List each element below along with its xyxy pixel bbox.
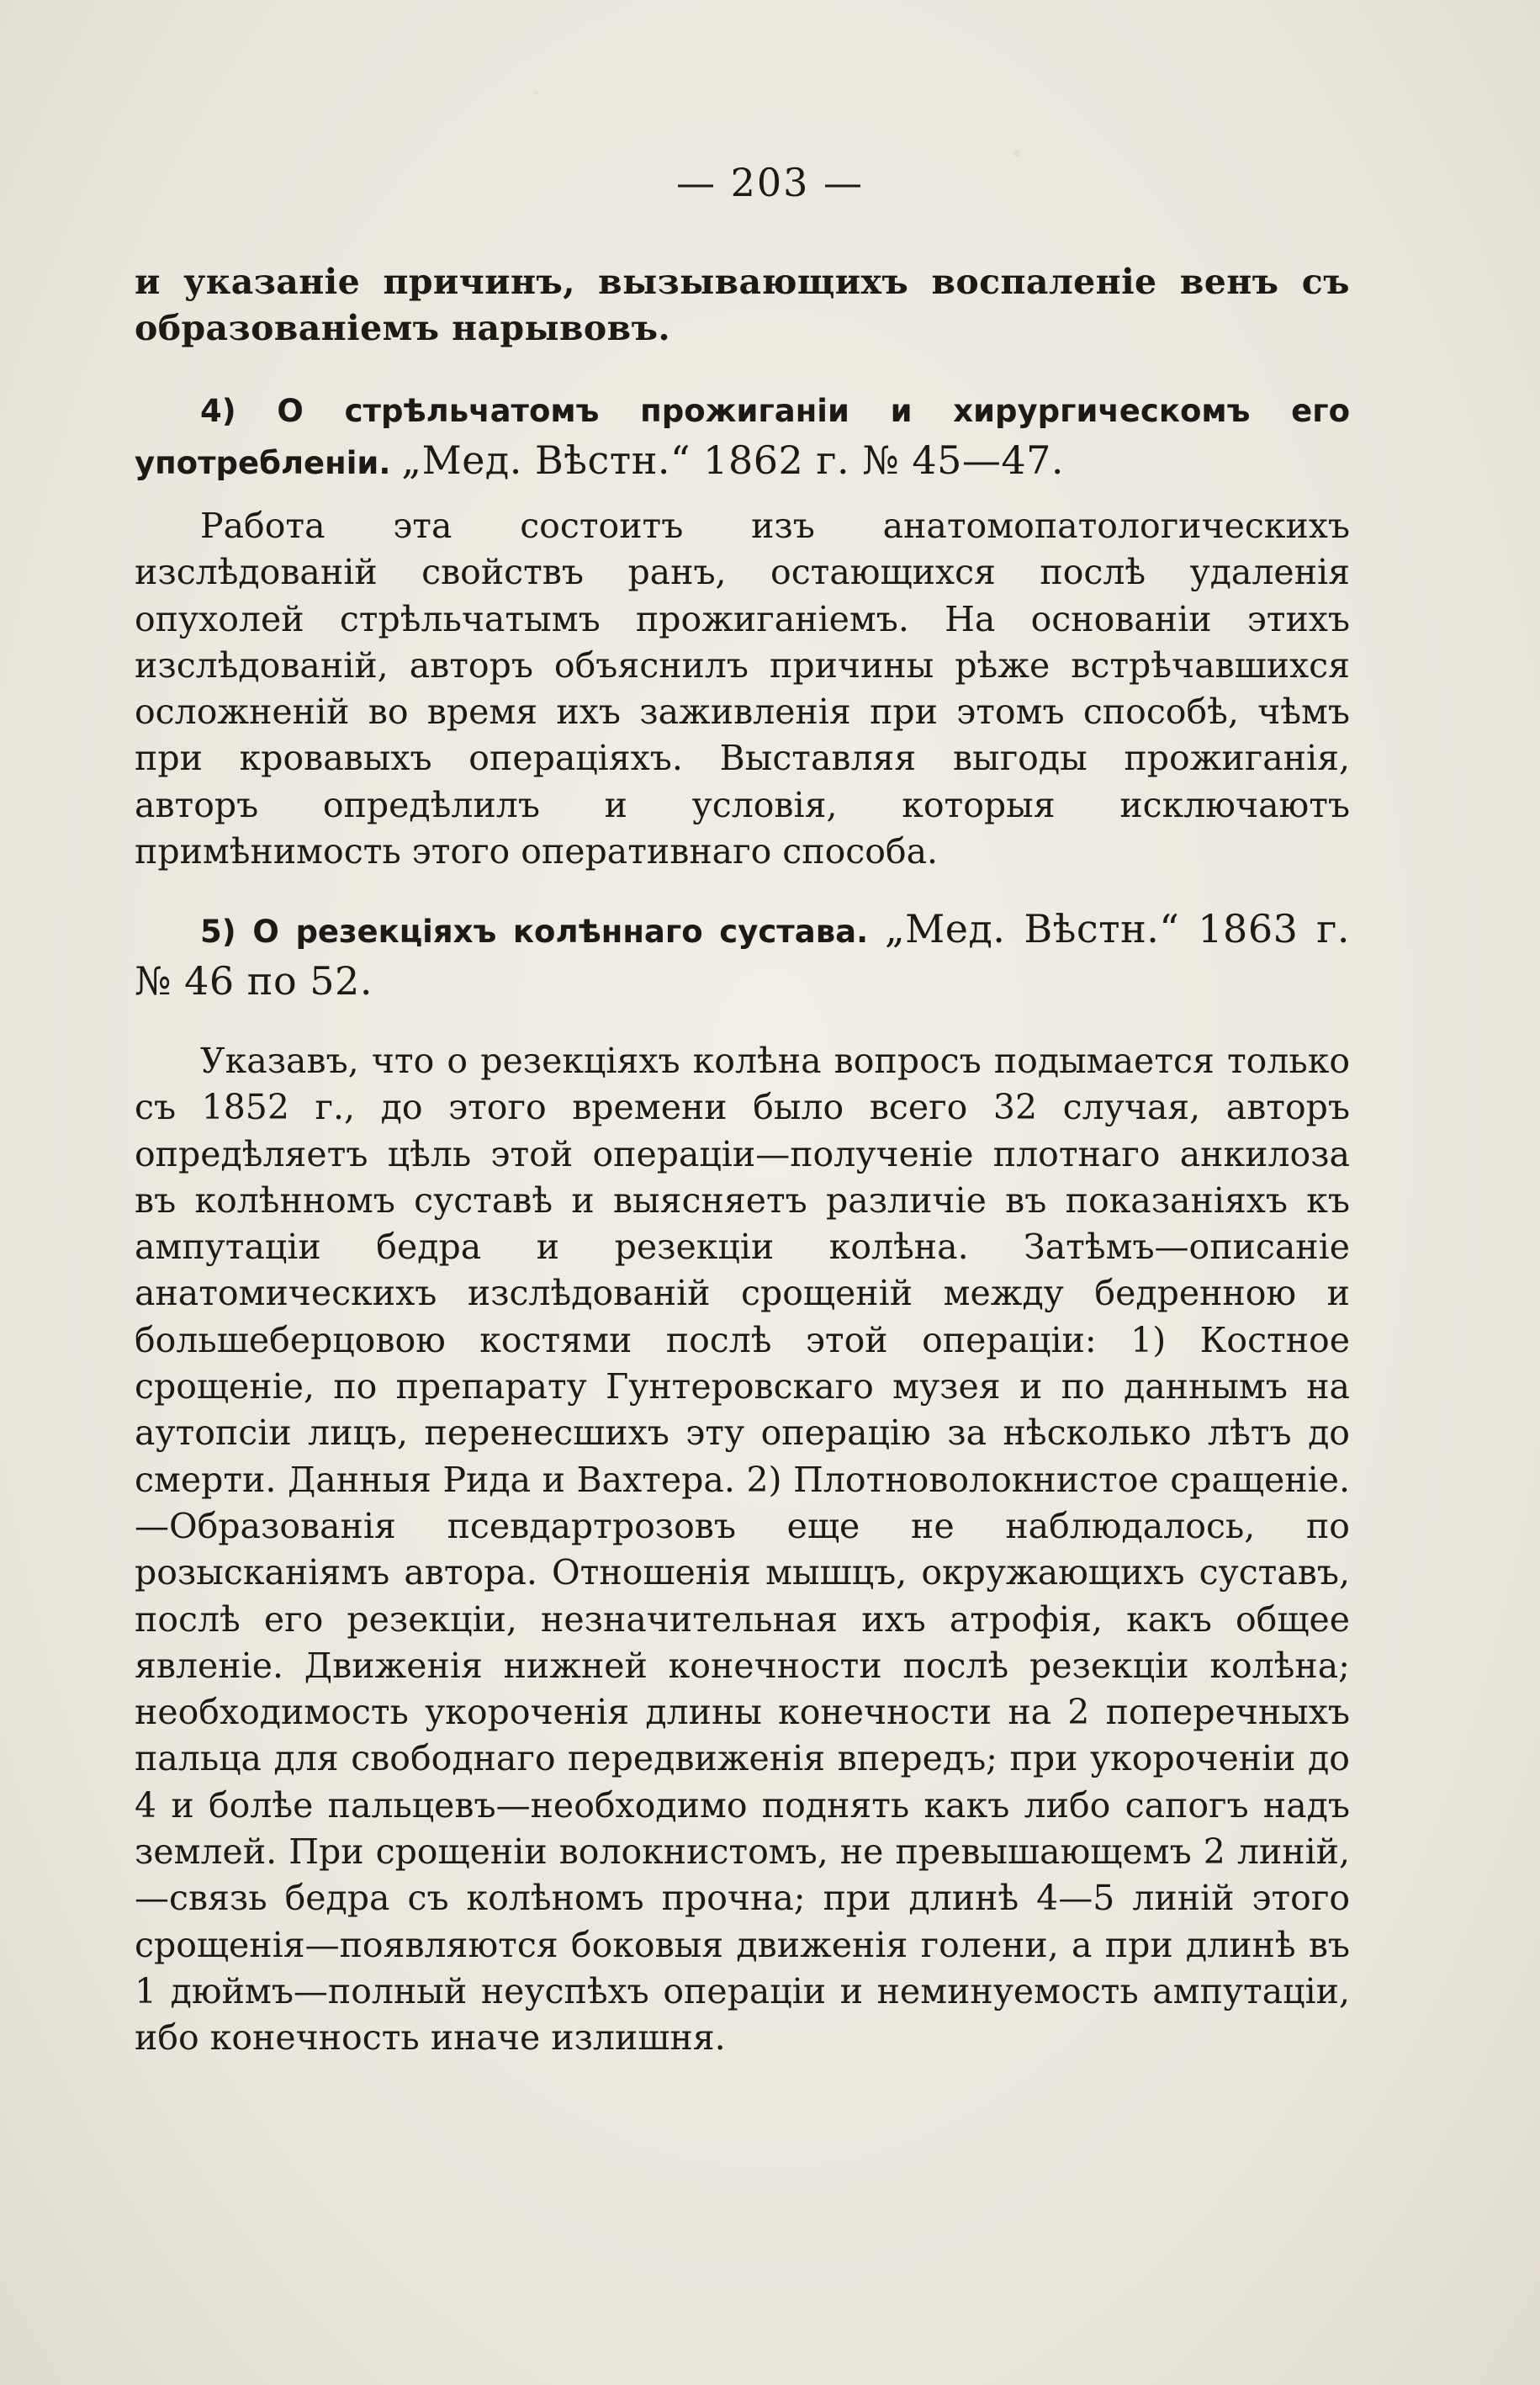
entry-title-text: 4) О стрѣльчатомъ прожиганіи и хирургическомъ его употребленіи. xyxy=(135,393,1350,481)
continued-text-content: и указаніе причинъ, вызывающихъ воспаленіе венъ съ образованіемъ нарывовъ. xyxy=(135,262,1350,349)
paragraph-text: Работа эта состоитъ изъ анатомопатологическихъ изслѣдованій свойствъ ранъ, остающихся послѣ удаленія опухолей стрѣльчатымъ прожиганіемъ. На основаніи этихъ изслѣдованій, авторъ объяснилъ причины рѣже встрѣчавшихся осложненій во время ихъ заживленія при этомъ способѣ, чѣмъ при кровавыхъ операціяхъ. Выставляя выгоды прожиганія, авторъ опредѣлилъ и условія, которыя исключаютъ примѣнимость этого оперативнаго способа. xyxy=(135,506,1350,872)
continued-text xyxy=(135,259,1350,352)
entry-title-text: 5) О резекціяхъ колѣннаго сустава. xyxy=(200,914,869,950)
page-number: — 203 — xyxy=(675,160,865,205)
paragraph-text: Указавъ, что о резекціяхъ колѣна вопросъ подымается только съ 1852 г., до этого времени было всего 32 случая, авторъ опредѣляетъ цѣль этой операціи—полученіе плотнаго анкилоза въ колѣнномъ суставѣ и выясняетъ различіе въ показаніяхъ къ ампутаціи бедра и резекціи колѣна. Затѣмъ—описаніе анатомическихъ изслѣдованій срощеній между бедренною и большеберцовою костями послѣ этой операціи: 1) Костное срощеніе, по препарату Гунтеровскаго музея и по даннымъ на аутопсіи лицъ, перенесшихъ эту операцію за нѣсколько лѣтъ до смерти. Данныя Рида и Вахтера. 2) Плотноволокнистое сращеніе.—Образованія псевдартрозовъ еще не наблюдалось, по розысканіямъ автора. Отношенія мышцъ, окружающихъ суставъ, послѣ его резекціи, незначительная ихъ атрофія, какъ общее явленіе. Движенія нижней конечности послѣ резекціи колѣна; необходимость укороченія длины конечности на 2 поперечныхъ пальца для свободнаго передвиженія впередъ; при укороченіи до 4 и болѣе пальцевъ—необходимо поднять какъ либо сапогъ надъ землей. При срощеніи волокнистомъ, не превышающемъ 2 линій,—связь бедра съ колѣномъ прочна; при длинѣ 4—5 линій этого срощенія—появляются боковыя движенія голени, а при длинѣ въ 1 дюймъ—полный неуспѣхъ операціи и неминуемость ампутаціи, ибо конечность иначе излишня. xyxy=(135,1041,1350,2059)
entry-4-summary xyxy=(135,503,1350,875)
bibliography-entry-4 xyxy=(135,387,1350,488)
entry-title xyxy=(135,904,1350,1009)
entry-title xyxy=(135,387,1350,488)
bibliography-entry-5 xyxy=(135,904,1350,1009)
paper-spot xyxy=(1013,150,1020,156)
paper-spot xyxy=(534,91,538,95)
entry-5-summary xyxy=(135,1038,1350,2062)
entry-publication: „Мед. Вѣстн.“ 1863 г. № 46 по 52. xyxy=(135,906,1350,1004)
entry-publication: „Мед. Вѣстн.“ 1862 г. № 45—47. xyxy=(401,437,1065,483)
